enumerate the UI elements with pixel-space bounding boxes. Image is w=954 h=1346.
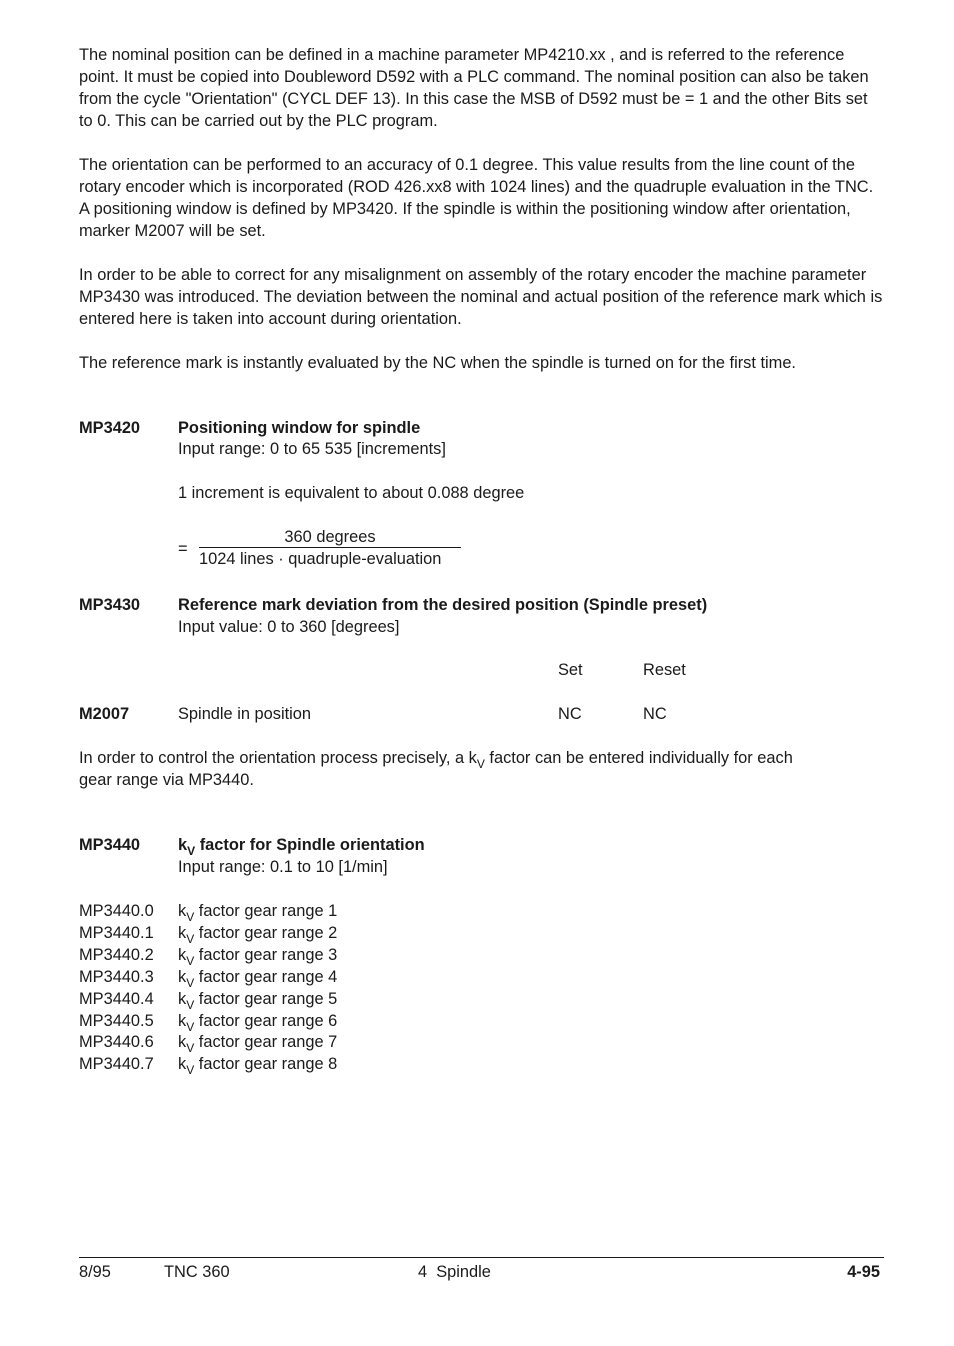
row-desc-text: factor gear range 1 [194,902,338,920]
mp3440-row-code: MP3440.2 [79,946,154,964]
row-k: k [178,1012,187,1030]
kv-para-before: In order to control the orientation process precisely, a k [79,749,477,767]
mp3440-row-code: MP3440.3 [79,968,154,986]
mp3440-range: Input range: 0.1 to 10 [1/min] [178,858,388,876]
mp3440-row-desc [178,944,337,967]
row-sub: V [186,932,195,946]
marker-code: M2007 [79,705,130,723]
footer-chapter: 4 Spindle [418,1263,491,1281]
mp3440-row-desc [178,900,337,923]
mp3440-title-sub: V [187,844,196,858]
row-desc-text: factor gear range 7 [194,1033,338,1051]
footer-page-number: 4-95 [847,1263,880,1281]
row-sub: V [186,954,195,968]
formula-numerator: 360 degrees [199,527,461,548]
mp3440-row-code: MP3440.1 [79,924,154,942]
row-sub: V [186,1041,195,1055]
row-sub: V [186,910,195,924]
mp3430-range: Input value: 0 to 360 [degrees] [178,618,400,636]
mp3440-row-code: MP3440.0 [79,902,154,920]
row-desc-text: factor gear range 4 [194,968,338,986]
col-header-reset: Reset [643,661,686,679]
row-sub: V [186,1020,195,1034]
marker-desc: Spindle in position [178,705,312,723]
paragraph-orientation-accuracy: The orientation can be performed to an accuracy of 0.1 degree. This value results from the line count of the rotary encoder which is incorporated (ROD 426.xx8 with 1024 lines) and the quadruple evaluation in the TNC. A positioning window is defined by MP3420. If the spindle is within the positioning window after orientation, marker M2007 will be set. [79,156,874,240]
row-k: k [178,924,187,942]
row-k: k [178,946,187,964]
kv-para-line2: gear range via MP3440. [79,771,254,789]
row-desc-text: factor gear range 6 [194,1012,338,1030]
row-desc-text: factor gear range 5 [194,990,338,1008]
mp3430-title: Reference mark deviation from the desired position (Spindle preset) [178,596,708,614]
mp3420-note: 1 increment is equivalent to about 0.088 degree [178,484,525,502]
footer-rule [79,1257,884,1258]
row-sub: V [186,998,195,1012]
row-sub: V [186,1063,195,1077]
mp3420-title: Positioning window for spindle [178,419,421,437]
mp3440-row-code: MP3440.5 [79,1012,154,1030]
mp3440-row-desc [178,1053,337,1076]
mp3440-title-rest: factor for Spindle orientation [195,836,425,854]
mp3420-range: Input range: 0 to 65 535 [increments] [178,440,446,458]
mp3440-code: MP3440 [79,836,141,854]
formula-equals: = [178,540,188,558]
row-desc-text: factor gear range 8 [194,1055,338,1073]
row-k: k [178,1055,187,1073]
footer-product: TNC 360 [164,1263,230,1281]
row-sub: V [186,976,195,990]
marker-set: NC [558,705,582,723]
intro-text [79,44,884,374]
mp3440-row-code: MP3440.6 [79,1033,154,1051]
mp3440-row-desc [178,1010,337,1033]
row-k: k [178,902,187,920]
kv-para-sub: V [476,757,485,771]
mp3440-row-desc [178,966,337,989]
mp3430-code: MP3430 [79,596,141,614]
mp3440-row-desc [178,988,337,1011]
row-desc-text: factor gear range 3 [194,946,338,964]
row-desc-text: factor gear range 2 [194,924,338,942]
mp3440-title-k: k [178,836,188,854]
row-k: k [178,990,187,1008]
mp3440-row-code: MP3440.4 [79,990,154,1008]
row-k: k [178,968,187,986]
formula-denominator: 1024 lines · quadruple-evaluation [199,550,442,568]
col-header-set: Set [558,661,583,679]
marker-reset: NC [643,705,667,723]
paragraph-misalignment: In order to be able to correct for any misalignment on assembly of the rotary encoder the machine parameter MP3430 was introduced. The deviation between the nominal and actual position of the reference mark which is entered here is taken into account during orientation. [79,266,883,328]
footer-date: 8/95 [79,1263,111,1281]
paragraph-nominal-position: The nominal position can be defined in a machine parameter MP4210.xx , and is referred to the reference point. It must be copied into Doubleword D592 with a PLC command. The nominal position can also be taken from the cycle "Orientation" (CYCL DEF 13). In this case the MSB of D592 must be = 1 and the other Bits set to 0. This can be carried out by the PLC program. [79,46,869,130]
paragraph-reference-mark: The reference mark is instantly evaluated by the NC when the spindle is turned on for the first time. [79,354,796,372]
mp3440-row-code: MP3440.7 [79,1055,154,1073]
mp3420-code: MP3420 [79,419,141,437]
mp3440-title [178,834,425,857]
mp3440-row-desc [178,922,337,945]
kv-para-after: factor can be entered individually for each [484,749,793,767]
kv-para-line1 [79,747,793,770]
row-k: k [178,1033,187,1051]
mp3440-row-desc [178,1031,337,1054]
